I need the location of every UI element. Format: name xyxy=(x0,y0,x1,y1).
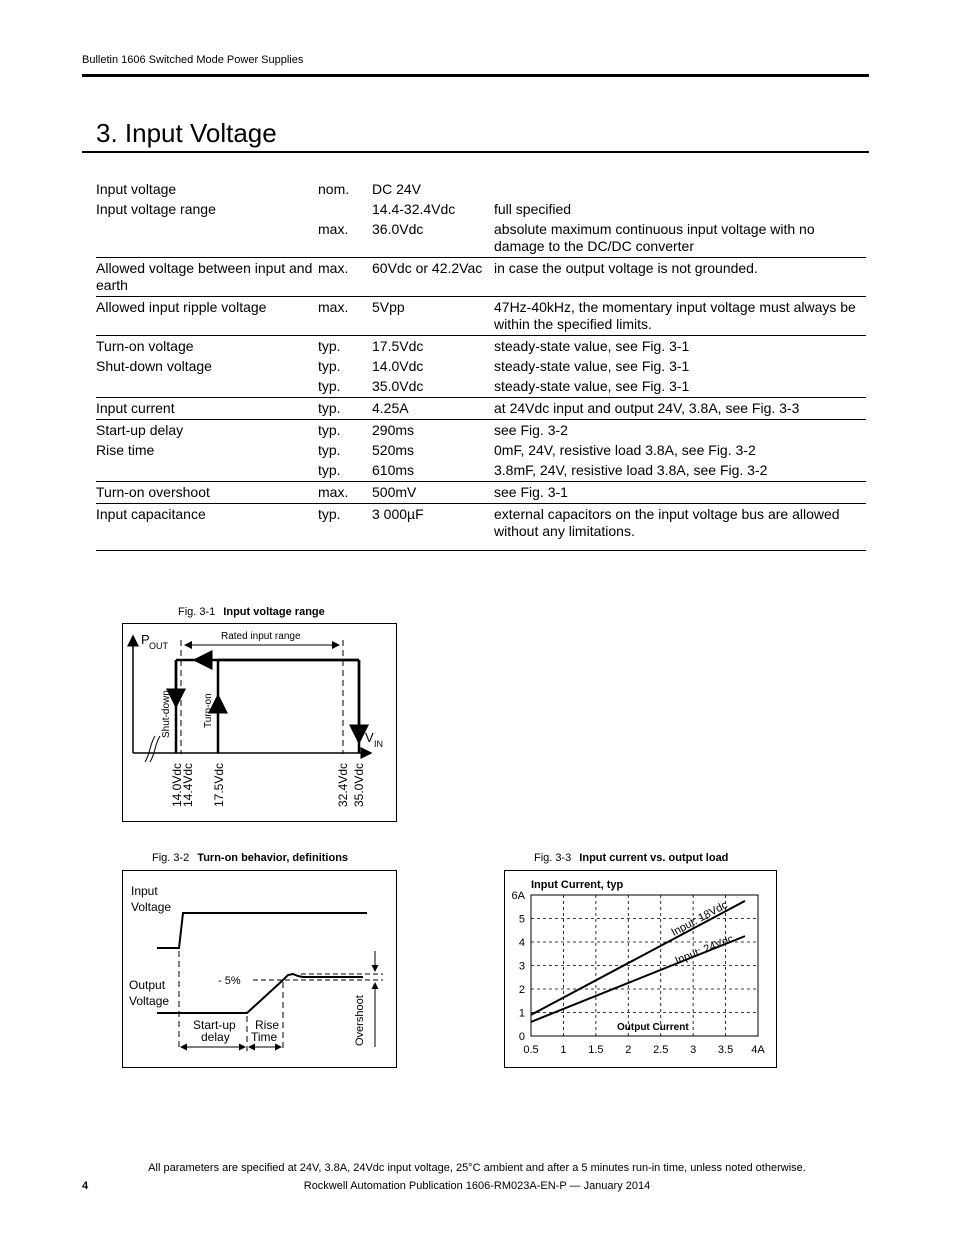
spec-value: 14.0Vdc xyxy=(372,358,424,374)
spec-row xyxy=(96,482,866,504)
x-tick-label: 4A xyxy=(751,1044,765,1056)
title-rule xyxy=(82,151,869,153)
footer-publication: Rockwell Automation Publication 1606-RM023A-EN-P — January 2014 xyxy=(303,1180,651,1192)
spec-value: 610ms xyxy=(372,462,415,478)
spec-condition: nom. xyxy=(318,181,350,197)
spec-note: at 24Vdc input and output 24V, 3.8A, see Fig. 3-3 xyxy=(494,398,866,420)
spec-row xyxy=(96,297,866,336)
spec-param: Turn-on voltage xyxy=(96,336,318,358)
page-number: 4 xyxy=(82,1180,89,1192)
y-tick-label: 6A xyxy=(511,890,525,902)
spec-condition: max. xyxy=(318,297,372,336)
fig3-caption xyxy=(534,852,728,864)
spec-row xyxy=(96,200,866,220)
x-tick-label: 1 xyxy=(560,1044,567,1056)
fig2-startup-1: Start-up xyxy=(193,1018,236,1032)
y-tick-label: 3 xyxy=(518,960,525,973)
fig2-output-2: Voltage xyxy=(129,994,170,1008)
spec-note: 47Hz-40kHz, the momentary input voltage must always be within the specified limits. xyxy=(494,297,866,336)
y-tick-label: 1 xyxy=(518,1007,525,1020)
header-rule xyxy=(82,74,869,77)
spec-param: Input voltage range xyxy=(96,201,216,217)
fig3-title: Input current vs. output load xyxy=(579,852,729,864)
fig2-box xyxy=(122,870,397,1068)
fig1-v-label: V xyxy=(365,730,374,745)
spec-note xyxy=(494,180,866,200)
spec-value: DC 24V xyxy=(372,181,422,197)
fig1-tick-2: 14.4Vdc xyxy=(181,762,195,807)
spec-row xyxy=(96,357,866,377)
spec-condition xyxy=(318,200,372,220)
fig2-rise-2: Time xyxy=(251,1030,278,1044)
fig2-pct-label: - 5% xyxy=(218,975,241,987)
spec-param: Rise time xyxy=(96,442,155,458)
spec-value: 3 000µF xyxy=(372,504,494,551)
fig3-box xyxy=(504,870,777,1068)
x-tick-label: 2.5 xyxy=(653,1044,669,1056)
spec-note: steady-state value, see Fig. 3-1 xyxy=(494,378,690,394)
spec-value: 35.0Vdc xyxy=(372,378,424,394)
spec-param xyxy=(96,461,318,482)
fig3-xlabel: Output Current xyxy=(617,1022,689,1033)
fig2-startup-2: delay xyxy=(201,1030,230,1044)
bulletin-header: Bulletin 1606 Switched Mode Power Supplies xyxy=(82,54,304,66)
spec-note: steady-state value, see Fig. 3-1 xyxy=(494,358,690,374)
fig2-input-2: Voltage xyxy=(131,900,172,914)
series-label: Input: 24Vdc xyxy=(673,932,736,968)
spec-note: see Fig. 3-1 xyxy=(494,482,866,504)
spec-row xyxy=(96,180,866,200)
spec-condition: typ. xyxy=(318,358,341,374)
fig1-tick-5: 35.0Vdc xyxy=(352,762,366,807)
fig2-number: Fig. 3-2 xyxy=(152,852,190,864)
spec-condition: typ. xyxy=(318,398,372,420)
spec-value: 4.25A xyxy=(372,398,494,420)
spec-param xyxy=(96,377,318,398)
spec-value: 36.0Vdc xyxy=(372,221,424,237)
spec-note: external capacitors on the input voltage bus are allowed without any limitations. xyxy=(494,504,866,551)
spec-condition: typ. xyxy=(318,378,341,394)
y-tick-label: 5 xyxy=(518,913,525,926)
spec-note: 0mF, 24V, resistive load 3.8A, see Fig. 3-2 xyxy=(494,442,756,458)
fig1-tick-4: 32.4Vdc xyxy=(336,762,350,807)
spec-condition: typ. xyxy=(318,442,341,458)
spec-param: Turn-on overshoot xyxy=(96,482,318,504)
spec-value: 5Vpp xyxy=(372,297,494,336)
spec-row xyxy=(96,461,866,482)
footer-note: All parameters are specified at 24V, 3.8A, 24Vdc input voltage, 25°C ambient and after a 5 minutes run-in time, unless noted otherwise. xyxy=(148,1162,806,1174)
fig1-number: Fig. 3-1 xyxy=(178,606,216,618)
spec-row xyxy=(96,336,866,358)
fig2-rise-1: Rise xyxy=(255,1018,280,1032)
fig1-box xyxy=(122,623,397,822)
fig1-v-sub: IN xyxy=(374,739,383,749)
spec-condition: max. xyxy=(318,221,349,237)
section-title: 3. Input Voltage xyxy=(96,118,277,148)
x-tick-label: 3 xyxy=(690,1044,697,1056)
fig2-input-1: Input xyxy=(131,884,158,898)
spec-value: 14.4-32.4Vdc xyxy=(372,201,456,217)
fig1-shutdown-label: Shut-down xyxy=(161,690,172,738)
spec-value: 520ms xyxy=(372,442,415,458)
spec-condition: typ. xyxy=(318,504,372,551)
spec-param: Start-up delay xyxy=(96,420,318,442)
y-tick-label: 4 xyxy=(518,937,525,949)
spec-row xyxy=(96,377,866,398)
spec-row xyxy=(96,398,866,420)
x-tick-label: 1.5 xyxy=(588,1044,604,1056)
spec-value: 60Vdc or 42.2Vac xyxy=(372,258,494,297)
y-tick-label: 0 xyxy=(518,1031,525,1043)
spec-param: Input voltage xyxy=(96,181,177,197)
spec-table xyxy=(96,180,866,551)
spec-condition: max. xyxy=(318,258,372,297)
spec-param xyxy=(96,220,318,258)
spec-condition: typ. xyxy=(318,420,372,442)
fig1-p-sub: OUT xyxy=(149,641,168,651)
fig2-caption xyxy=(152,852,348,864)
spec-row xyxy=(96,441,866,461)
spec-note: see Fig. 3-2 xyxy=(494,420,866,442)
spec-condition: max. xyxy=(318,482,372,504)
x-tick-label: 3.5 xyxy=(717,1044,734,1056)
spec-note: full specified xyxy=(494,201,572,217)
fig1-caption xyxy=(178,606,325,618)
spec-note: 3.8mF, 24V, resistive load 3.8A, see Fig. 3-2 xyxy=(494,462,768,478)
spec-param: Input capacitance xyxy=(96,504,318,551)
spec-note: steady-state value, see Fig. 3-1 xyxy=(494,336,866,358)
y-tick-label: 2 xyxy=(518,984,525,996)
spec-param: Shut-down voltage xyxy=(96,358,212,374)
fig1-turnon-label: Turn-on xyxy=(203,693,214,728)
fig1-title: Input voltage range xyxy=(223,606,325,618)
fig3-number: Fig. 3-3 xyxy=(534,852,572,864)
fig1-tick-1: 14.0Vdc xyxy=(170,762,184,807)
spec-param: Allowed input ripple voltage xyxy=(96,297,318,336)
fig2-output-1: Output xyxy=(129,978,166,992)
spec-condition: typ. xyxy=(318,462,341,478)
spec-row xyxy=(96,420,866,442)
fig3-chart xyxy=(505,871,776,1067)
fig1-diagram xyxy=(123,624,396,821)
spec-value: 290ms xyxy=(372,420,494,442)
spec-value: 500mV xyxy=(372,482,494,504)
x-tick-label: 2 xyxy=(625,1044,632,1056)
spec-value: 17.5Vdc xyxy=(372,336,494,358)
fig3-ylabel: Input Current, typ xyxy=(531,879,624,891)
fig2-title: Turn-on behavior, definitions xyxy=(197,852,349,864)
spec-row xyxy=(96,258,866,297)
spec-row xyxy=(96,220,866,258)
fig1-tick-3: 17.5Vdc xyxy=(212,762,226,807)
spec-param: Allowed voltage between input and earth xyxy=(96,258,318,297)
series-label: Input: 18Vdc xyxy=(669,899,730,939)
spec-note: absolute maximum continuous input voltage with no damage to the DC/DC converter xyxy=(494,221,815,254)
spec-param: Input current xyxy=(96,398,318,420)
fig2-diagram xyxy=(123,871,396,1067)
x-tick-label: 0.5 xyxy=(523,1044,539,1056)
spec-note: in case the output voltage is not grounded. xyxy=(494,258,866,297)
fig1-p-label: P xyxy=(141,632,150,647)
spec-condition: typ. xyxy=(318,336,372,358)
fig1-rated-label: Rated input range xyxy=(221,631,301,642)
fig2-overshoot-label: Overshoot xyxy=(354,995,366,1046)
spec-row xyxy=(96,504,866,551)
